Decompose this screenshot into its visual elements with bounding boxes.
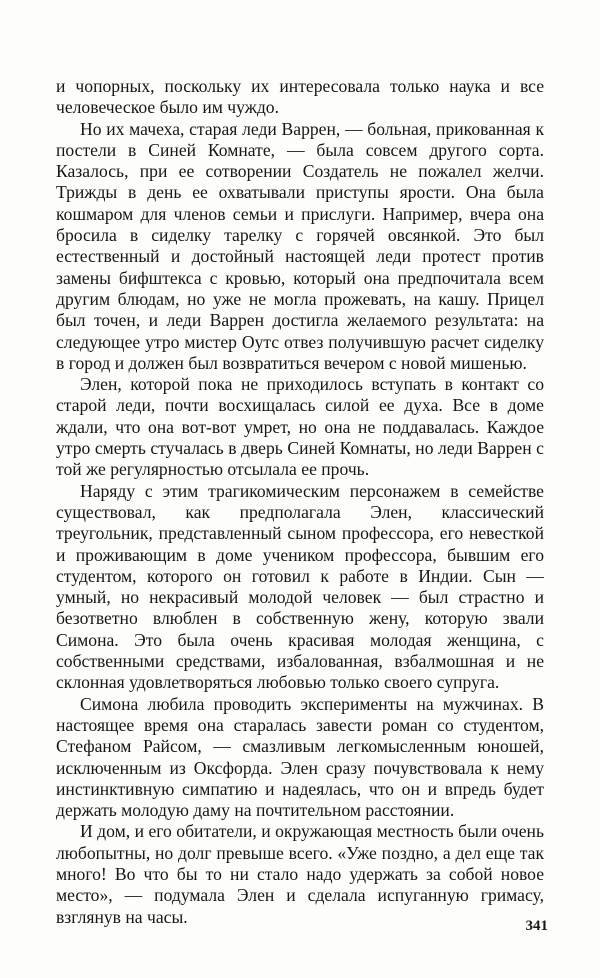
- page-number: 341: [525, 918, 548, 934]
- paragraph-1: и чопорных, поскольку их интересовала только наука и все человеческое было им чуждо.: [56, 76, 544, 118]
- paragraph-3: Элен, которой пока не приходилось вступать в контакт со старой леди, почти восхищалась силой ее духа. Все в доме ждали, что она вот-вот умрет, но она не поддавалась. Каждое утро смерть стучалась в дверь Синей Комнаты, но леди Варрен с той же регулярностью отсылала ее прочь.: [56, 374, 544, 480]
- paragraph-6: И дом, и его обитатели, и окружающая местность были очень любопытны, но долг превыше всего. «Уже поздно, а дел еще так много! Во что бы то ни стало надо удержать за собой новое место», — подумала Элен и сделала испуганную гримасу, взглянув на часы.: [56, 821, 544, 927]
- paragraph-4: Наряду с этим трагикомическим персонажем в семействе существовал, как предполагала Элен, классический треугольник, представленный сыном профессора, его невесткой и проживающим в доме учеником профессора, бывшим его студентом, которого он готовил к работе в Индии. Сын — умный, но некрасивый молодой человек — был страстно и безответно влюблен в собственную жену, которую звали Симона. Это была очень красивая молодая женщина, с собственными средствами, избалованная, взбалмошная и не склонная удовлетворяться любовью только своего супруга.: [56, 480, 544, 693]
- body-text: [56, 76, 544, 928]
- paragraph-2: Но их мачеха, старая леди Варрен, — больная, прикованная к постели в Синей Комнате, — была совсем другого сорта. Казалось, при ее сотворении Создатель не пожалел желчи. Трижды в день ее охватывали приступы ярости. Она была кошмаром для членов семьи и прислуги. Например, вчера она бросила в сиделку тарелку с горячей овсянкой. Это был естественный и достойный настоящей леди протест против замены бифштекса с кровью, который она предпочитала всем другим блюдам, но уже не могла прожевать, на кашу. Прицел был точен, и леди Варрен достигла желаемого результата: на следующее утро мистер Оутс отвез получившую расчет сиделку в город и должен был возвратиться вечером с новой мишенью.: [56, 118, 544, 373]
- paragraph-5: Симона любила проводить эксперименты на мужчинах. В настоящее время она старалась завести роман со студентом, Стефаном Райсом, — смазливым легкомысленным юношей, исключенным из Оксфорда. Элен сразу почувствовала к нему инстинктивную симпатию и надеялась, что он и впредь будет держать молодую даму на почтительном расстоянии.: [56, 693, 544, 821]
